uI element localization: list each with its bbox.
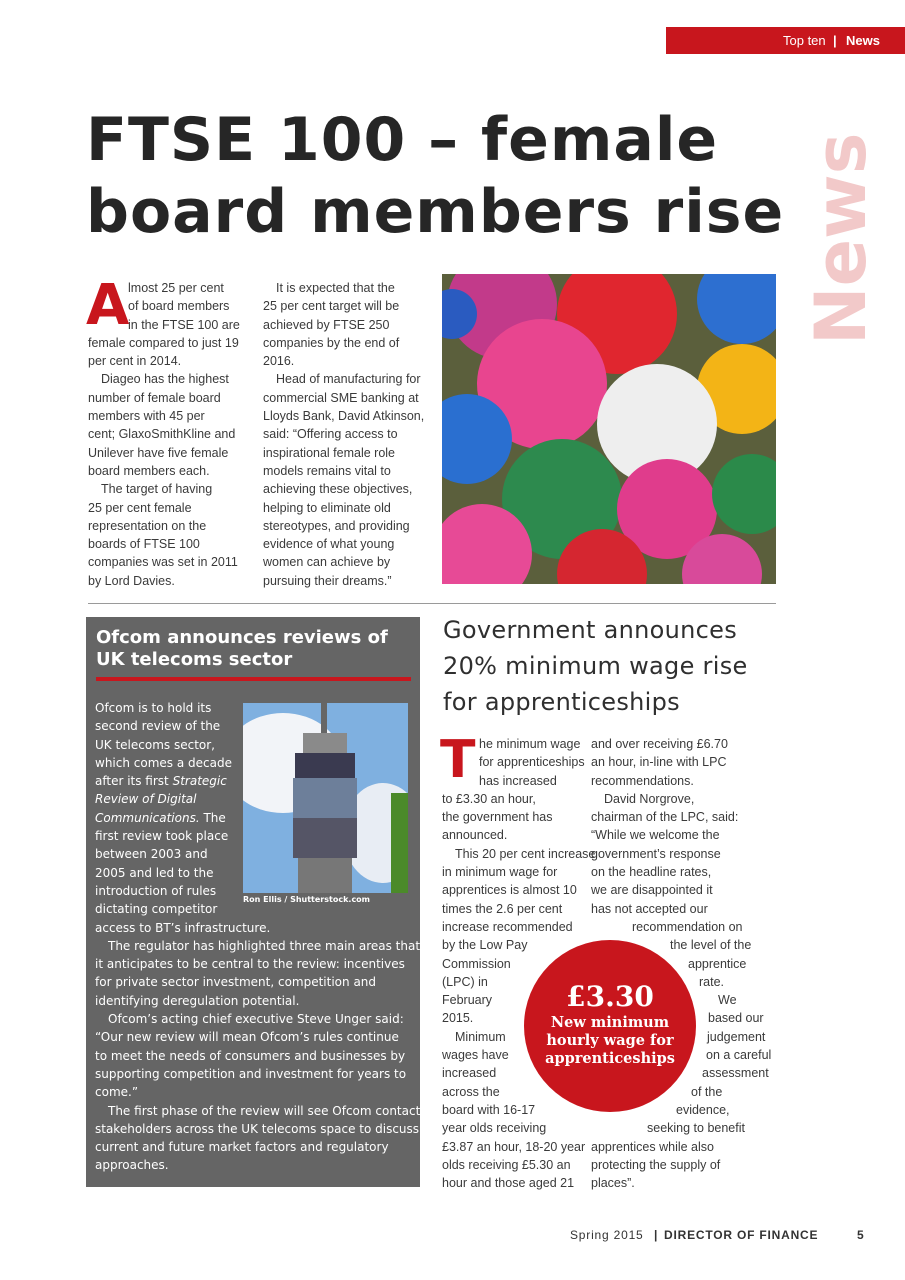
text-line bbox=[95, 790, 420, 808]
text-line bbox=[95, 809, 420, 827]
text-line: achieved by FTSE 250 bbox=[263, 317, 390, 332]
text-line: stereotypes, and providing bbox=[263, 518, 410, 533]
text-line: £3.87 an hour, 18-20 year bbox=[442, 1139, 586, 1154]
text-line: David Norgrove, bbox=[604, 791, 695, 806]
text-line: The first phase of the review will see Ofcom contact bbox=[108, 1103, 421, 1118]
text-line: companies by the end of bbox=[263, 335, 400, 350]
text-line: per cent in 2014. bbox=[88, 354, 182, 369]
text-line: we are disappointed it bbox=[591, 883, 713, 898]
text-line: stakeholders across the UK telecoms space to discuss bbox=[95, 1121, 420, 1136]
text-line: 2005 and led to the bbox=[95, 865, 214, 880]
text-line: We bbox=[718, 993, 737, 1008]
article-column bbox=[86, 273, 240, 590]
text-line: for private sector investment, competition and bbox=[95, 975, 377, 990]
text-line: introduction of rules bbox=[95, 883, 217, 898]
text-line: chairman of the LPC, said: bbox=[591, 810, 739, 825]
pullquote-amount: £3.30 bbox=[566, 980, 654, 1013]
headline-line: board members rise bbox=[86, 177, 785, 247]
photo-credit: Ron Ellis / Shutterstock.com bbox=[243, 895, 371, 904]
text-line: women can achieve by bbox=[263, 555, 391, 570]
text-line: evidence, bbox=[676, 1102, 730, 1117]
text-line: an hour, in-line with LPC bbox=[591, 755, 727, 770]
pullquote-line: hourly wage for bbox=[546, 1032, 674, 1049]
text-line: Head of manufacturing for bbox=[276, 372, 421, 387]
text-line: It is expected that the bbox=[276, 281, 395, 295]
text-line: Ofcom is to hold its bbox=[95, 701, 212, 715]
text-line: 25 per cent female bbox=[88, 500, 192, 515]
title-line: UK telecoms sector bbox=[96, 649, 293, 670]
text-line: (LPC) in bbox=[442, 974, 488, 989]
category-label: News bbox=[846, 33, 880, 48]
text-line: Commission bbox=[442, 956, 511, 971]
text-line: first review took place bbox=[95, 829, 229, 844]
footer-publication: DIRECTOR OF FINANCE bbox=[664, 1228, 819, 1242]
text-line: achieving these objectives, bbox=[263, 482, 413, 497]
text-line: year olds receiving bbox=[442, 1121, 547, 1136]
text-line: judgement bbox=[707, 1029, 766, 1044]
text-line: the government has bbox=[442, 810, 553, 825]
text-line: for apprenticeships bbox=[479, 755, 585, 770]
ofcom-article-body bbox=[95, 699, 420, 1175]
text-line: “While we welcome the bbox=[591, 828, 720, 843]
wage-article-title bbox=[443, 612, 748, 720]
article-column bbox=[263, 279, 424, 590]
section-divider-line bbox=[88, 603, 776, 604]
text-line: the level of the bbox=[670, 938, 752, 953]
text-line: access to BT’s infrastructure. bbox=[95, 920, 271, 935]
ofcom-article-title bbox=[96, 627, 416, 671]
text-line: This 20 per cent increase bbox=[455, 846, 596, 861]
text-line: 2016. bbox=[263, 354, 295, 369]
text-line: places”. bbox=[591, 1176, 635, 1191]
text-line: in the FTSE 100 are bbox=[128, 317, 240, 332]
footer-issue: Spring 2015 bbox=[570, 1228, 644, 1242]
text-line: The regulator has highlighted three main areas that bbox=[108, 938, 421, 953]
text-line: by Lord Davies. bbox=[88, 573, 175, 588]
text-line: lmost 25 per cent bbox=[128, 281, 224, 295]
text-line: apprentices while also bbox=[591, 1139, 714, 1154]
pullquote-line: New minimum bbox=[550, 1014, 670, 1031]
text-line: rate. bbox=[699, 974, 725, 989]
text-line: government’s response bbox=[591, 846, 721, 861]
drop-cap: T bbox=[440, 730, 476, 790]
text-line: apprentices is almost 10 bbox=[442, 883, 577, 898]
text-line: female compared to just 19 bbox=[88, 335, 239, 350]
text-line: members with 45 per bbox=[88, 409, 205, 424]
text-line: pursuing their dreams.” bbox=[263, 573, 392, 588]
text-line bbox=[95, 772, 420, 790]
text-line: representation on the bbox=[88, 518, 207, 533]
text-line: companies was set in 2011 bbox=[88, 555, 238, 570]
headline-line: FTSE 100 – female bbox=[86, 105, 719, 175]
title-line: Ofcom announces reviews of bbox=[96, 627, 388, 648]
umbrellas-illustration bbox=[442, 274, 776, 584]
text-segment: after its first bbox=[95, 774, 173, 789]
text-line: to £3.30 an hour, bbox=[442, 791, 536, 806]
text-line: to meet the needs of consumers and businesses by bbox=[95, 1048, 406, 1063]
footer-divider: | bbox=[654, 1228, 659, 1242]
section-label: Top ten bbox=[783, 33, 826, 48]
text-line: board members each. bbox=[88, 463, 210, 478]
text-line: board with 16-17 bbox=[442, 1102, 536, 1117]
pullquote-line: apprenticeships bbox=[545, 1050, 675, 1067]
text-line: on a careful bbox=[706, 1048, 772, 1063]
text-line: 2015. bbox=[442, 1011, 474, 1026]
text-line: between 2003 and bbox=[95, 847, 208, 862]
text-line: dictating competitor bbox=[95, 902, 218, 917]
text-line: said: “Offering access to bbox=[263, 427, 398, 442]
title-line: for apprenticeships bbox=[443, 688, 680, 716]
text-line: it anticipates to be central to the review: incentives bbox=[95, 957, 405, 972]
text-line: seeking to benefit bbox=[647, 1121, 745, 1136]
text-line: recommendation on bbox=[632, 919, 743, 934]
section-divider: | bbox=[833, 33, 837, 48]
text-line: of board members bbox=[128, 299, 230, 314]
text-line: come.” bbox=[95, 1085, 139, 1100]
page-number: 5 bbox=[857, 1228, 865, 1242]
text-line: supporting competition and investment for years to bbox=[95, 1066, 407, 1081]
text-line: UK telecoms sector, bbox=[95, 737, 215, 752]
text-line: which comes a decade bbox=[95, 755, 232, 770]
text-line: evidence of what young bbox=[263, 537, 395, 552]
text-line: increased bbox=[442, 1066, 497, 1081]
text-line: recommendations. bbox=[591, 773, 694, 788]
text-line: cent; GlaxoSmithKline and bbox=[88, 427, 236, 442]
text-line: Ofcom’s acting chief executive Steve Unger said: bbox=[108, 1012, 404, 1027]
text-line: and over receiving £6.70 bbox=[591, 737, 728, 751]
text-line: hour and those aged 21 bbox=[442, 1176, 575, 1191]
text-line: in minimum wage for bbox=[442, 865, 558, 880]
title-underline bbox=[96, 677, 411, 681]
title-line: Government announces bbox=[443, 616, 737, 644]
text-line: current and future market factors and regulatory bbox=[95, 1140, 389, 1155]
text-line: helping to eliminate old bbox=[263, 500, 391, 515]
text-line: boards of FTSE 100 bbox=[88, 537, 200, 552]
umbrellas-photo bbox=[442, 274, 776, 584]
italic-title-text: Communications. bbox=[95, 810, 200, 825]
text-line: Unilever have five female bbox=[88, 445, 229, 460]
pullquote-circle bbox=[524, 940, 696, 1112]
text-line: inspirational female role bbox=[263, 445, 396, 460]
text-line: apprentice bbox=[688, 956, 747, 971]
text-line: has not accepted our bbox=[591, 901, 708, 916]
italic-title-text: Strategic bbox=[172, 774, 227, 789]
text-line: The target of having bbox=[101, 482, 213, 497]
text-line: he minimum wage bbox=[479, 737, 581, 751]
text-line: number of female board bbox=[88, 390, 221, 405]
text-line: of the bbox=[691, 1084, 723, 1099]
text-line: Minimum bbox=[455, 1029, 506, 1044]
text-line: identifying deregulation potential. bbox=[95, 993, 300, 1008]
side-section-label: News bbox=[800, 132, 882, 345]
section-tab bbox=[666, 27, 905, 54]
ofcom-sidebar-box bbox=[86, 617, 420, 1187]
text-line: Diageo has the highest bbox=[101, 372, 229, 387]
text-line: Lloyds Bank, David Atkinson, bbox=[263, 409, 425, 424]
text-line: based our bbox=[708, 1011, 764, 1026]
text-line: assessment bbox=[702, 1066, 769, 1081]
headline bbox=[86, 104, 784, 248]
text-line: “Our new review will mean Ofcom’s rules continue bbox=[95, 1030, 399, 1045]
text-line: models remains vital to bbox=[263, 463, 391, 478]
text-line: increase recommended bbox=[442, 919, 573, 934]
text-line: approaches. bbox=[95, 1158, 169, 1173]
text-segment: The bbox=[199, 810, 226, 825]
title-line: 20% minimum wage rise bbox=[443, 652, 748, 680]
text-line: on the headline rates, bbox=[591, 865, 712, 880]
text-line: olds receiving £5.30 an bbox=[442, 1157, 571, 1172]
text-line: 25 per cent target will be bbox=[263, 299, 400, 314]
text-line: across the bbox=[442, 1084, 500, 1099]
text-line: announced. bbox=[442, 828, 508, 843]
text-line: by the Low Pay bbox=[442, 938, 528, 953]
text-line: protecting the supply of bbox=[591, 1157, 721, 1172]
text-line: commercial SME banking at bbox=[263, 390, 419, 405]
text-line: has increased bbox=[479, 773, 557, 788]
text-line: February bbox=[442, 993, 493, 1008]
text-line: wages have bbox=[442, 1048, 509, 1063]
text-line: times the 2.6 per cent bbox=[442, 901, 563, 916]
text-line: second review of the bbox=[95, 719, 221, 734]
drop-cap: A bbox=[86, 273, 130, 338]
italic-title-text: Review of Digital bbox=[95, 792, 197, 807]
